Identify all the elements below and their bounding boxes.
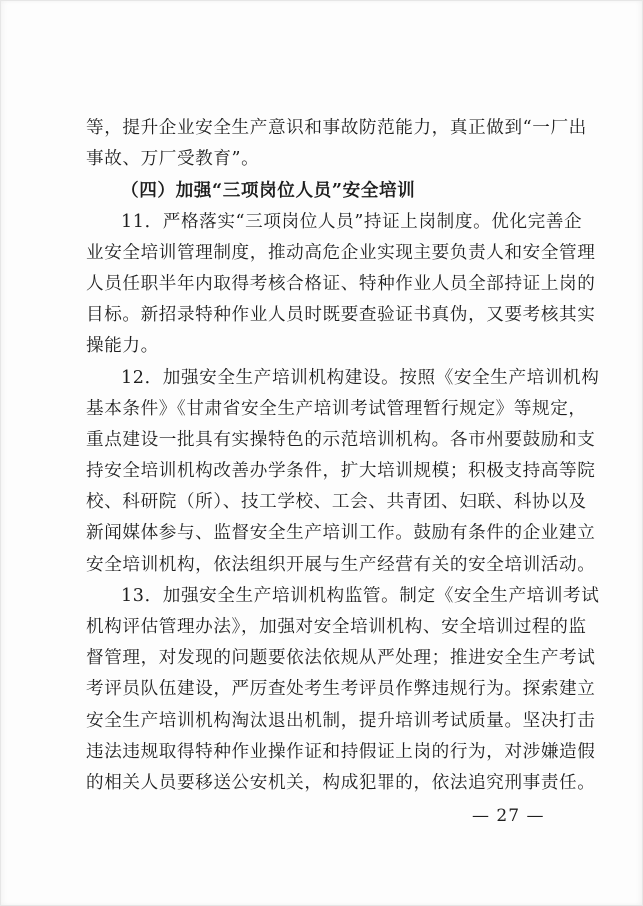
text-line: 重点建设一批具有实操特色的示范培训机构。各市州要鼓励和支 [86, 429, 596, 450]
text-line: 操能力。 [86, 336, 159, 357]
text-line: 12．加强安全生产培训机构建设。按照《安全生产培训机构 [121, 367, 600, 388]
body-text [86, 113, 600, 799]
text-line: 新闻媒体参与、监督安全生产培训工作。鼓励有条件的企业建立 [86, 523, 596, 544]
text-line: 目标。新招录特种作业人员时既要查验证书真伪，又要考核其实 [86, 305, 596, 326]
text-line: 的相关人员要移送公安机关，构成犯罪的，依法追究刑事责任。 [86, 772, 596, 793]
text-line: 考评员队伍建设，严厉查处考生考评员作弊违规行为。探索建立 [86, 679, 596, 700]
text-line: 人员任职半年内取得考核合格证、特种作业人员全部持证上岗的 [86, 273, 596, 294]
text-line: 13．加强安全生产培训机构监管。制定《安全生产培训考试 [121, 585, 600, 606]
text-line: 安全培训机构，依法组织开展与生产经营有关的安全培训活动。 [86, 554, 596, 575]
text-line: 事故、万厂受教育”。 [86, 149, 260, 170]
section-heading: （四）加强“三项岗位人员”安全培训 [121, 180, 416, 202]
text-line: 违法违规取得特种作业操作证和持假证上岗的行为，对涉嫌造假 [86, 741, 596, 762]
text-line: 校、科研院（所）、技工学校、工会、共青团、妇联、科协以及 [86, 492, 587, 513]
text-line: 督管理，对发现的问题要依法依规从严处理；推进安全生产考试 [86, 648, 596, 669]
page-number: — 27 — [472, 806, 545, 826]
text-line: 基本条件》《甘肃省安全生产培训考试管理暂行规定》等规定， [86, 398, 587, 419]
text-line: 持安全培训机构改善办学条件，扩大培训规模；积极支持高等院 [86, 461, 596, 482]
text-line: 业安全培训管理制度，推动高危企业实现主要负责人和安全管理 [86, 242, 596, 263]
text-line: 机构评估管理办法》，加强对安全培训机构、安全培训过程的监 [86, 617, 587, 637]
text-line: 安全生产培训机构淘汰退出机制，提升培训考试质量。坚决打击 [86, 710, 596, 731]
text-line: 11．严格落实“三项岗位人员”持证上岗制度。优化完善企 [121, 211, 583, 232]
text-line: 等，提升企业安全生产意识和事故防范能力，真正做到“一厂出 [86, 118, 587, 138]
